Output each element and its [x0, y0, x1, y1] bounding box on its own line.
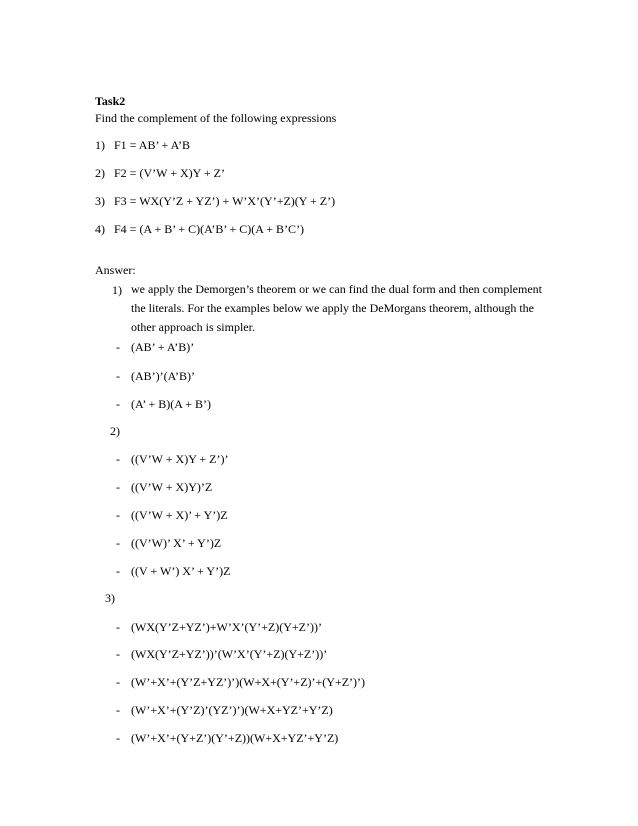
step-bullet: -	[116, 731, 120, 745]
expression-number: 3)	[95, 194, 105, 208]
part-number: 2)	[110, 424, 120, 438]
expression-text: F3 = WX(Y’Z + YZ’) + W’X’(Y’+Z)(Y + Z’)	[114, 194, 336, 208]
step-bullet: -	[116, 452, 120, 466]
expression-text: F1 = AB’ + A’B	[114, 138, 190, 152]
step-text: (W’+X’+(Y’Z+YZ’)’)(W+X+(Y’+Z)’+(Y+Z’)’)	[131, 675, 366, 689]
step-bullet: -	[116, 508, 120, 522]
expression-number: 1)	[95, 138, 105, 152]
step-text: (W’+X’+(Y’Z)’(YZ’)’)(W+X+YZ’+Y’Z)	[131, 703, 333, 717]
step-bullet: -	[116, 340, 120, 354]
step-bullet: -	[116, 620, 120, 634]
step-text: (WX(Y’Z+YZ’)+W’X’(Y’+Z)(Y+Z’))’	[131, 620, 322, 634]
expression-number: 2)	[95, 166, 105, 180]
step-bullet: -	[116, 703, 120, 717]
part-1-paragraph: we apply the Demorgen’s theorem or we can find the dual form and then complement the literals. For the examples below we apply the DeMorgans theorem, although the other approach is simpler.	[131, 282, 542, 334]
step-text: (AB’)’(A’B)’	[131, 369, 195, 383]
task-title: Task2	[95, 94, 126, 108]
step-text: (A’ + B)(A + B’)	[131, 397, 211, 411]
step-text: (W’+X’+(Y+Z’)(Y’+Z))(W+X+YZ’+Y’Z)	[131, 731, 339, 745]
expression-text: F2 = (V’W + X)Y + Z’	[114, 166, 225, 180]
step-text: (AB’ + A’B)’	[131, 340, 195, 354]
step-text: ((V’W + X)Y)’Z	[131, 480, 213, 494]
step-text: ((V’W + X)’ + Y’)Z	[131, 508, 228, 522]
step-bullet: -	[116, 369, 120, 383]
step-bullet: -	[116, 480, 120, 494]
step-bullet: -	[116, 564, 120, 578]
expression-number: 4)	[95, 222, 105, 236]
step-text: ((V + W’) X’ + Y’)Z	[131, 564, 231, 578]
expression-text: F4 = (A + B’ + C)(A’B’ + C)(A + B’C’)	[114, 222, 305, 236]
task-instruction: Find the complement of the following expressions	[95, 111, 337, 125]
step-bullet: -	[116, 397, 120, 411]
part-number: 3)	[105, 591, 115, 605]
step-bullet: -	[116, 647, 120, 661]
step-text: (WX(Y’Z+YZ’))’(W’X’(Y’+Z)(Y+Z’))’	[131, 647, 328, 661]
answer-heading: Answer:	[95, 263, 136, 277]
step-bullet: -	[116, 675, 120, 689]
part-number: 1)	[112, 283, 122, 297]
step-text: ((V’W)’ X’ + Y’)Z	[131, 536, 222, 550]
step-text: ((V’W + X)Y + Z’)’	[131, 452, 229, 466]
step-bullet: -	[116, 536, 120, 550]
